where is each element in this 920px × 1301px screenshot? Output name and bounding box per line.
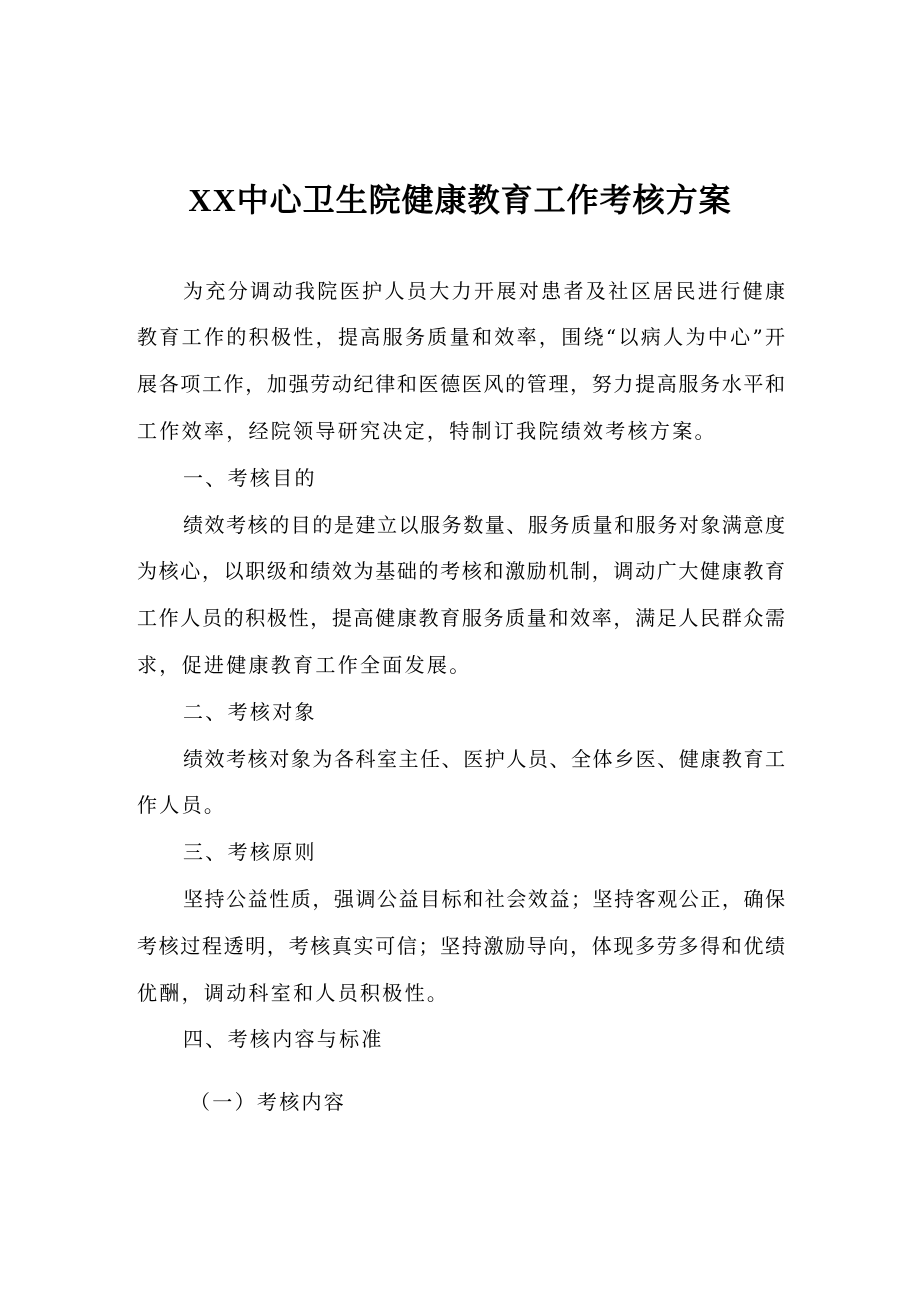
paragraph-line: 绩效考核对象为各科室主任、医护人员、全体乡医、健康教育工 xyxy=(183,746,785,771)
paragraph-line: 考核过程透明，考核真实可信；坚持激励导向，体现多劳多得和优绩 xyxy=(137,933,785,958)
section-targets xyxy=(137,689,785,829)
paragraph-line: 坚持公益性质，强调公益目标和社会效益；坚持客观公正，确保 xyxy=(183,886,785,911)
paragraph-line: 工作效率，经院领导研究决定，特制订我院绩效考核方案。 xyxy=(137,418,717,443)
paragraph-line: 为充分调动我院医护人员大力开展对患者及社区居民进行健康 xyxy=(183,278,785,303)
section-principles xyxy=(137,829,785,1016)
section-objective xyxy=(137,455,785,689)
paragraph-line: 为核心，以职级和绩效为基础的考核和激励机制，调动广大健康教育 xyxy=(137,559,785,584)
section-content-standards xyxy=(137,1016,785,1125)
paragraph-line: 工作人员的积极性，提高健康教育服务质量和效率，满足人民群众需 xyxy=(137,606,785,631)
document-title: XX中心卫生院健康教育工作考核方案 xyxy=(188,182,732,218)
paragraph-line: 求，促进健康教育工作全面发展。 xyxy=(137,652,472,677)
section-heading: 一、考核目的 xyxy=(183,465,317,490)
section-heading: 二、考核对象 xyxy=(183,699,317,724)
document-body xyxy=(137,268,785,1126)
paragraph-line: 展各项工作，加强劳动纪律和医德医风的管理，努力提高服务水平和 xyxy=(137,372,785,397)
section-heading: 三、考核原则 xyxy=(183,840,317,865)
subsection-heading: （一）考核内容 xyxy=(190,1089,347,1114)
paragraph-line: 作人员。 xyxy=(137,793,227,818)
paragraph-line: 绩效考核的目的是建立以服务数量、服务质量和服务对象满意度 xyxy=(183,512,785,537)
section-heading: 四、考核内容与标准 xyxy=(183,1027,384,1052)
intro-paragraph xyxy=(137,268,785,455)
paragraph-line: 优酬，调动科室和人员积极性。 xyxy=(137,980,450,1005)
paragraph-line: 教育工作的积极性，提高服务质量和效率，围绕“以病人为中心”开 xyxy=(137,325,785,350)
